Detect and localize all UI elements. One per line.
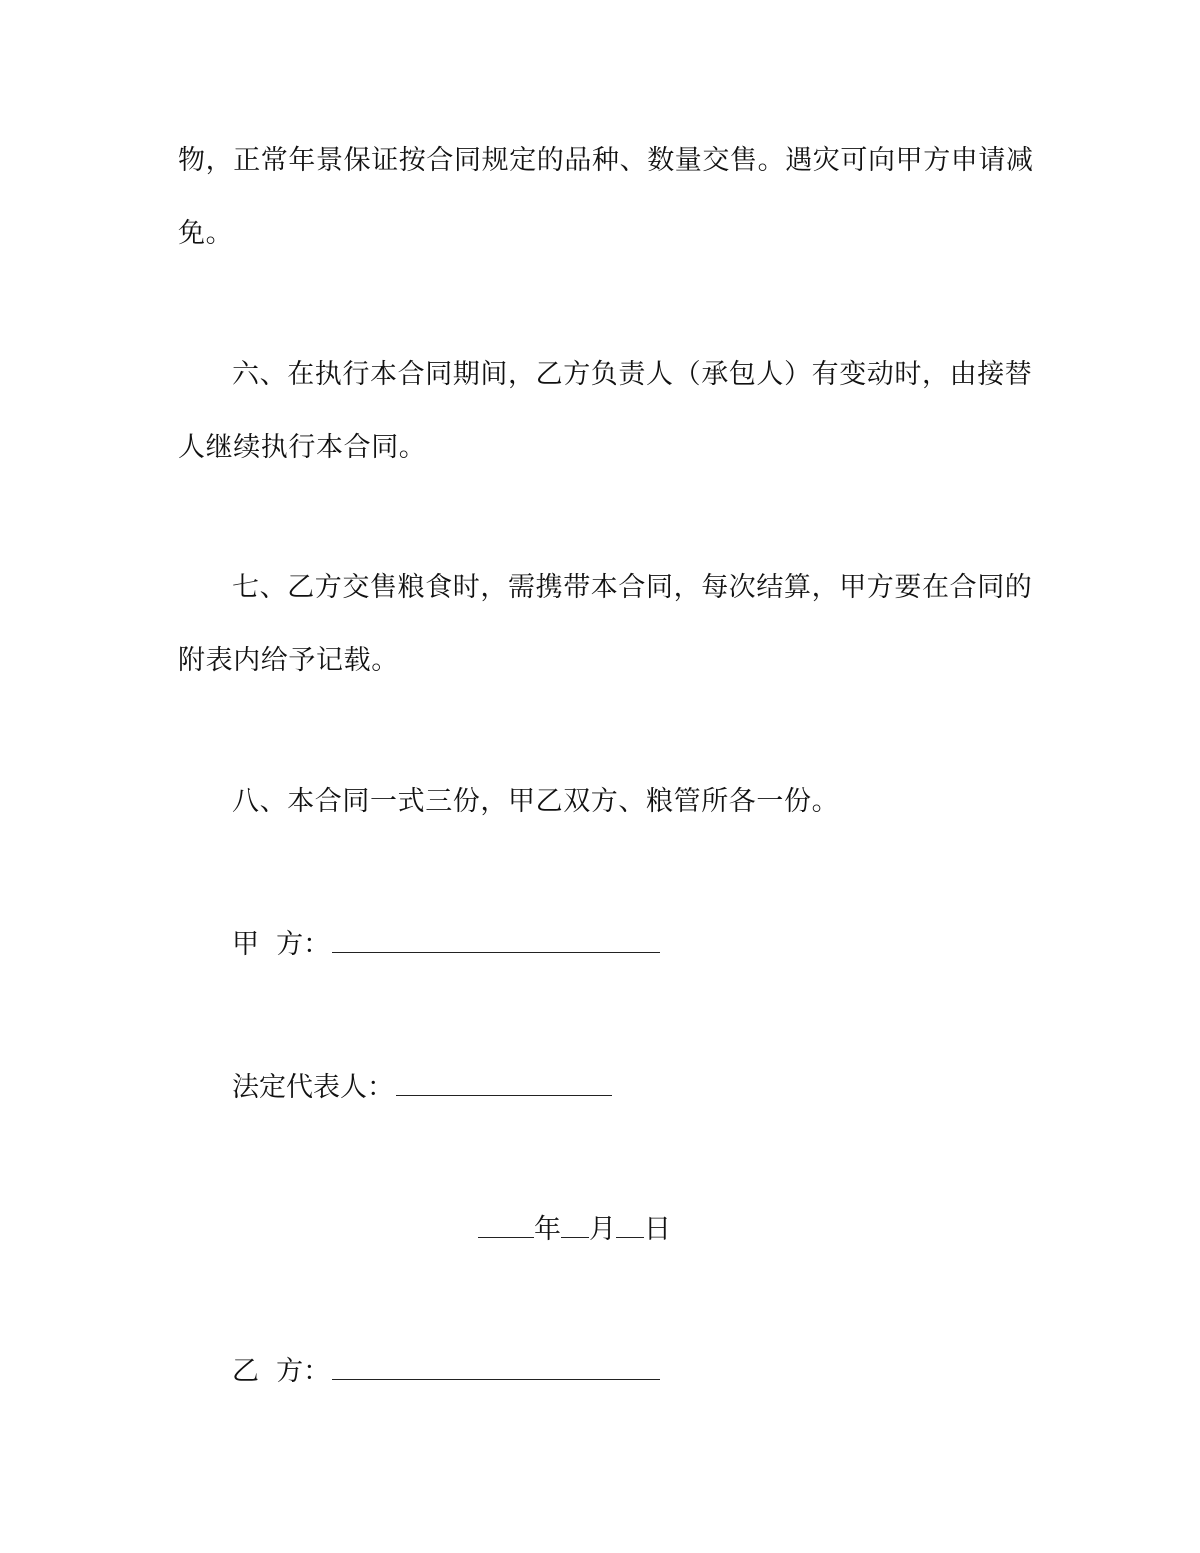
party-b-blank[interactable] xyxy=(332,1351,660,1380)
legal-rep-blank[interactable] xyxy=(396,1067,612,1096)
year-label: 年 xyxy=(534,1214,561,1245)
legal-rep-signature-line xyxy=(232,1067,612,1107)
paragraph-6-line-1: 六、在执行本合同期间，乙方负责人（承包人）有变动时，由接替 xyxy=(232,359,1033,390)
party-a-blank[interactable] xyxy=(332,924,660,953)
paragraph-5-line-2: 免。 xyxy=(178,218,234,249)
day-label: 日 xyxy=(644,1214,671,1245)
month-label: 月 xyxy=(589,1214,616,1245)
day-blank[interactable] xyxy=(616,1209,644,1238)
party-b-label: 乙 方： xyxy=(232,1356,331,1387)
party-a-label: 甲 方： xyxy=(232,929,331,960)
party-b-signature-line xyxy=(232,1351,660,1391)
paragraph-8-line-1: 八、本合同一式三份，甲乙双方、粮管所各一份。 xyxy=(232,786,840,817)
paragraph-5-line-1: 物，正常年景保证按合同规定的品种、数量交售。遇灾可向甲方申请减 xyxy=(178,145,1034,176)
year-blank[interactable] xyxy=(478,1209,534,1238)
month-blank[interactable] xyxy=(561,1209,589,1238)
paragraph-7-line-1: 七、乙方交售粮食时，需携带本合同，每次结算，甲方要在合同的 xyxy=(232,572,1033,603)
paragraph-7-line-2: 附表内给予记载。 xyxy=(178,645,399,676)
legal-rep-label: 法定代表人： xyxy=(232,1072,394,1103)
party-a-signature-line xyxy=(232,924,660,964)
paragraph-6-line-2: 人继续执行本合同。 xyxy=(178,432,427,463)
date-line xyxy=(478,1209,671,1249)
